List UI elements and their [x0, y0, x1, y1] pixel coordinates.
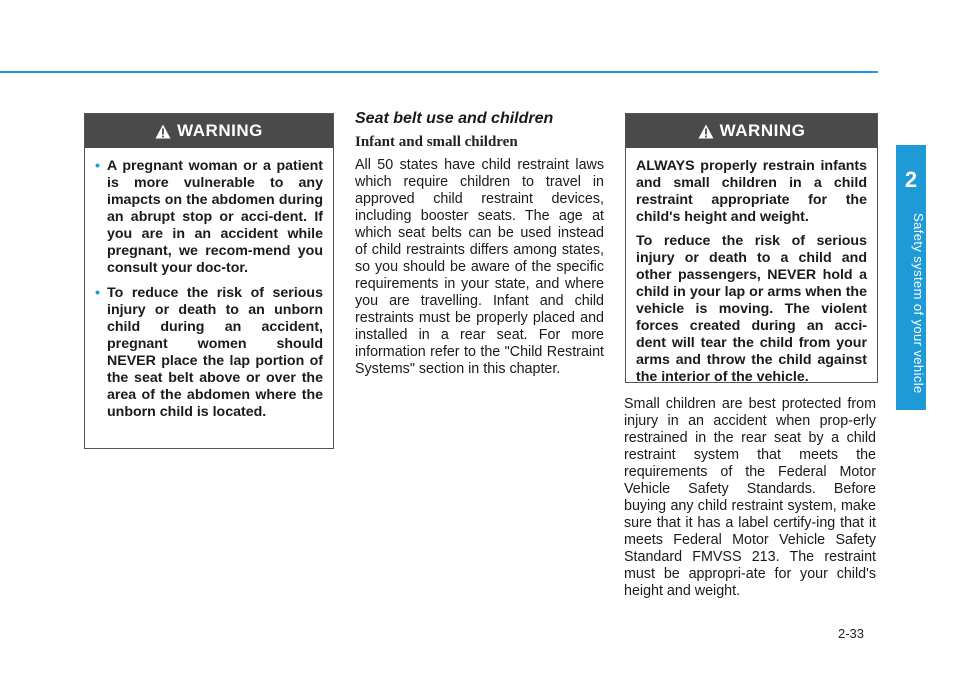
warning-body: [626, 148, 877, 396]
warning-icon: [698, 124, 714, 139]
list-item: • To reduce the risk of serious injury or death to an unborn child during an accident, pregnant women should NEVER place the lap portion of the seat belt above or over the area of the abdomen where the unborn child is located.: [95, 285, 323, 420]
chapter-tab: [896, 145, 926, 410]
warning-label: WARNING: [719, 121, 806, 140]
section-column: [355, 110, 604, 378]
chapter-title: Safety system of your vehicle: [911, 212, 926, 394]
section-subtitle: Infant and small children: [355, 134, 518, 150]
warning-paragraph: ALWAYS properly restrain infants and small children in a child restraint appropriate for the child's height and weight.: [636, 158, 867, 225]
right-column: [624, 396, 876, 600]
section-title: Seat belt use and children: [355, 110, 554, 127]
header-rule: [0, 71, 878, 73]
list-item: • A pregnant woman or a patient is more vulnerable to any imapcts on the abdomen during an abrupt stop or acci-dent. If you are in an accident while pregnant, we recom-mend you consult your doc-tor.: [95, 158, 323, 276]
chapter-number: 2: [904, 167, 918, 192]
warning-header: [626, 114, 877, 148]
warning-paragraph: To reduce the risk of serious injury or death to a child and other passengers, NEVER hold a child in your lap or arms when the vehicle is moving. The violent forces created during an acci-dent will tear the child from your arms and throw the child against the interior of the vehicle.: [636, 233, 867, 385]
warning-box-right: [625, 113, 878, 383]
warning-icon: [155, 124, 171, 139]
warning-body: [85, 148, 333, 431]
section-paragraph: All 50 states have child restraint laws which require children to travel in approved child restraint devices, including booster seats. The age at which seat belts can be used instead of child restraints differs among states, so you should be aware of the specific requirements in your state, and where you are travelling. Infant and child restraints must be properly placed and installed in a rear seat. For more information refer to the "Child Restraint Systems" section in this chapter.: [355, 157, 604, 377]
warning-box-left: [84, 113, 334, 449]
warning-header: [85, 114, 333, 148]
page-number: 2-33: [838, 626, 865, 641]
warning-label: WARNING: [177, 121, 263, 140]
right-paragraph: Small children are best protected from injury in an accident when prop-erly restrained in the rear seat by a child restraint system that meets the requirements of the Federal Motor Vehicle Safety Standards. Before buying any child restraint system, make sure that it has a label certify-ing that it meets Federal Motor Vehicle Safety Standard FMVSS 213. The restraint must be appropri-ate for your child's height and weight.: [624, 396, 876, 599]
